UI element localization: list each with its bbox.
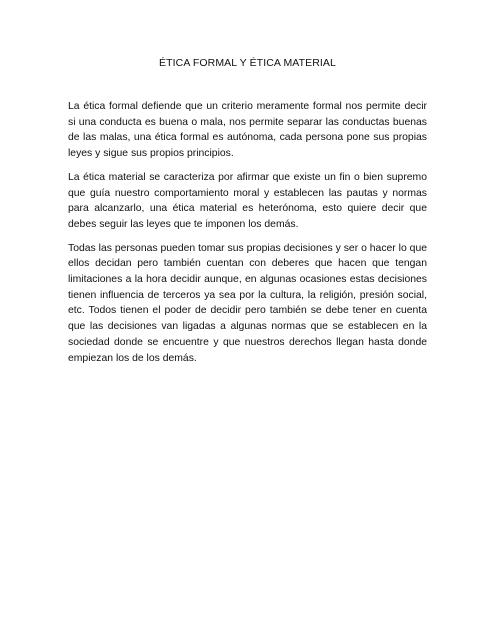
document-body [68, 99, 427, 374]
paragraph-decisions: Todas las personas pueden tomar sus propias decisiones y ser o hacer lo que ellos decidan pero también cuentan con deberes que hacen que tengan limitaciones a la hora decidir aunque, en algunas ocasiones estas decisiones tienen influencia de terceros ya sea por la cultura, la religión, presión social, etc. Todos tienen el poder de decidir pero también se debe tener en cuenta que las decisiones van ligadas a algunas normas que se establecen en la sociedad donde se encuentre y que nuestros derechos llegan hasta donde empiezan los de los demás. [68, 242, 427, 364]
document-title: ÉTICA FORMAL Y ÉTICA MATERIAL [159, 57, 336, 69]
paragraph-formal-ethics: La ética formal defiende que un criterio meramente formal nos permite decir si una conducta es buena o mala, nos permite separar las conductas buenas de las malas, una ética formal es autónoma, cada persona pone sus propias leyes y sigue sus propios principios. [68, 101, 427, 160]
paragraph-material-ethics: La ética material se caracteriza por afirmar que existe un fin o bien supremo que guía nuestro comportamiento moral y establecen las pautas y normas para alcanzarlo, una ética material es heterónoma, esto quiere decir que debes seguir las leyes que te imponen los demás. [68, 171, 427, 230]
